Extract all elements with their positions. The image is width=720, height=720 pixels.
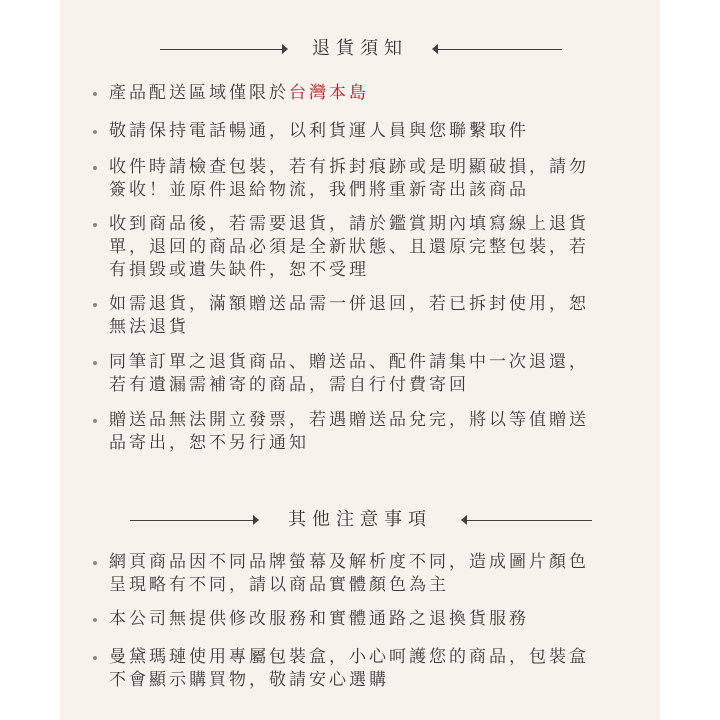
heading-arrow-left-icon [282, 44, 288, 54]
notice-card [60, 0, 660, 720]
list-item-text: 本公司無提供修改服務和實體通路之退換貨服務 [109, 609, 529, 629]
bullet-icon [93, 361, 97, 365]
heading-rule-right [436, 49, 562, 50]
returns-heading [60, 29, 660, 69]
list-item-text: 敬請保持電話暢通，以利貨運人員與您聯繫取件 [109, 121, 529, 141]
returns-title: 退貨須知 [312, 38, 408, 59]
heading-rule-left [130, 520, 257, 521]
bullet-icon [93, 656, 97, 660]
list-item-text: 產品配送區域僅限於 [109, 83, 289, 103]
heading-rule-right [465, 520, 592, 521]
bullet-icon [93, 618, 97, 622]
list-item-text: 同筆訂單之退貨商品、贈送品、配件請集中一次退還， 若有遺漏需補寄的商品，需自行付費寄回 [109, 352, 589, 395]
bullet-icon [93, 166, 97, 170]
list-item-text: 收件時請檢查包裝，若有拆封痕跡或是明顯破損，請勿 簽收！並原件退給物流，我們將重新寄出該商品 [109, 157, 589, 200]
other-title: 其他注意事項 [288, 509, 432, 530]
list-item-text: 曼黛瑪璉使用專屬包裝盒，小心呵護您的商品，包裝盒 不會顯示購買物，敬請安心選購 [109, 647, 589, 690]
other-heading [60, 500, 660, 540]
list-item-text: 網頁商品因不同品牌螢幕及解析度不同，造成圖片顏色 呈現略有不同，請以商品實體顏色為主 [109, 552, 589, 595]
accent-text: 台灣本島 [289, 83, 369, 103]
list-item-text: 如需退貨，滿額贈送品需一併退回，若已拆封使用，恕 無法退貨 [109, 294, 589, 337]
bullet-icon [93, 130, 97, 134]
heading-arrow-left-icon [253, 515, 259, 525]
bullet-icon [93, 303, 97, 307]
bullet-icon [93, 223, 97, 227]
bullet-icon [93, 419, 97, 423]
heading-rule-left [160, 49, 286, 50]
list-item-text: 收到商品後，若需要退貨，請於鑑賞期內填寫線上退貨 單，退回的商品必須是全新狀態、且還原完整包裝，若 有損毀或遺失缺件，恕不受理 [109, 214, 589, 280]
list-item-text: 贈送品無法開立發票，若遇贈送品兌完，將以等值贈送 品寄出，恕不另行通知 [109, 410, 589, 453]
bullet-icon [93, 92, 97, 96]
bullet-icon [93, 561, 97, 565]
